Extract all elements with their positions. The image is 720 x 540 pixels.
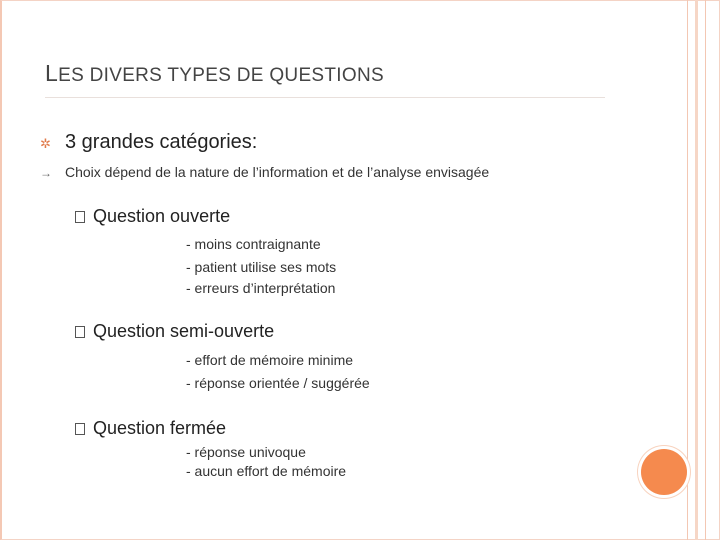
settings-bullet-icon: ✲ <box>40 136 51 151</box>
category-semi-open-question <box>75 321 274 342</box>
category-detail: - moins contraignante <box>186 236 321 252</box>
category-detail: - réponse orientée / suggérée <box>186 375 370 391</box>
bullet-categories <box>40 131 257 154</box>
category-detail: - erreurs d’interprétation <box>186 280 336 296</box>
slide-title <box>45 60 384 87</box>
title-rest: ES DIVERS TYPES DE QUESTIONS <box>58 65 384 86</box>
decorative-circle <box>641 449 687 495</box>
decorative-line <box>705 0 706 540</box>
category-open-question <box>75 206 230 227</box>
category-detail: - réponse univoque <box>186 444 306 460</box>
bullet-text: Choix dépend de la nature de l’information et de l’analyse envisagée <box>65 164 490 180</box>
checkbox-bullet-icon <box>75 423 85 435</box>
category-detail: - patient utilise ses mots <box>186 259 337 275</box>
category-detail: - effort de mémoire minime <box>186 352 354 368</box>
category-label: Question fermée <box>93 418 227 438</box>
arrow-right-icon: → <box>40 166 52 180</box>
title-initial: L <box>45 60 59 86</box>
decorative-line <box>687 0 688 540</box>
category-label: Question ouverte <box>93 206 231 226</box>
decorative-line <box>695 0 698 540</box>
category-label: Question semi-ouverte <box>93 321 275 341</box>
category-detail: - aucun effort de mémoire <box>186 463 347 479</box>
title-divider <box>45 97 605 98</box>
checkbox-bullet-icon <box>75 326 85 338</box>
checkbox-bullet-icon <box>75 211 85 223</box>
bullet-choice <box>40 164 489 180</box>
bullet-text: 3 grandes catégories: <box>65 131 258 153</box>
category-closed-question <box>75 418 226 439</box>
